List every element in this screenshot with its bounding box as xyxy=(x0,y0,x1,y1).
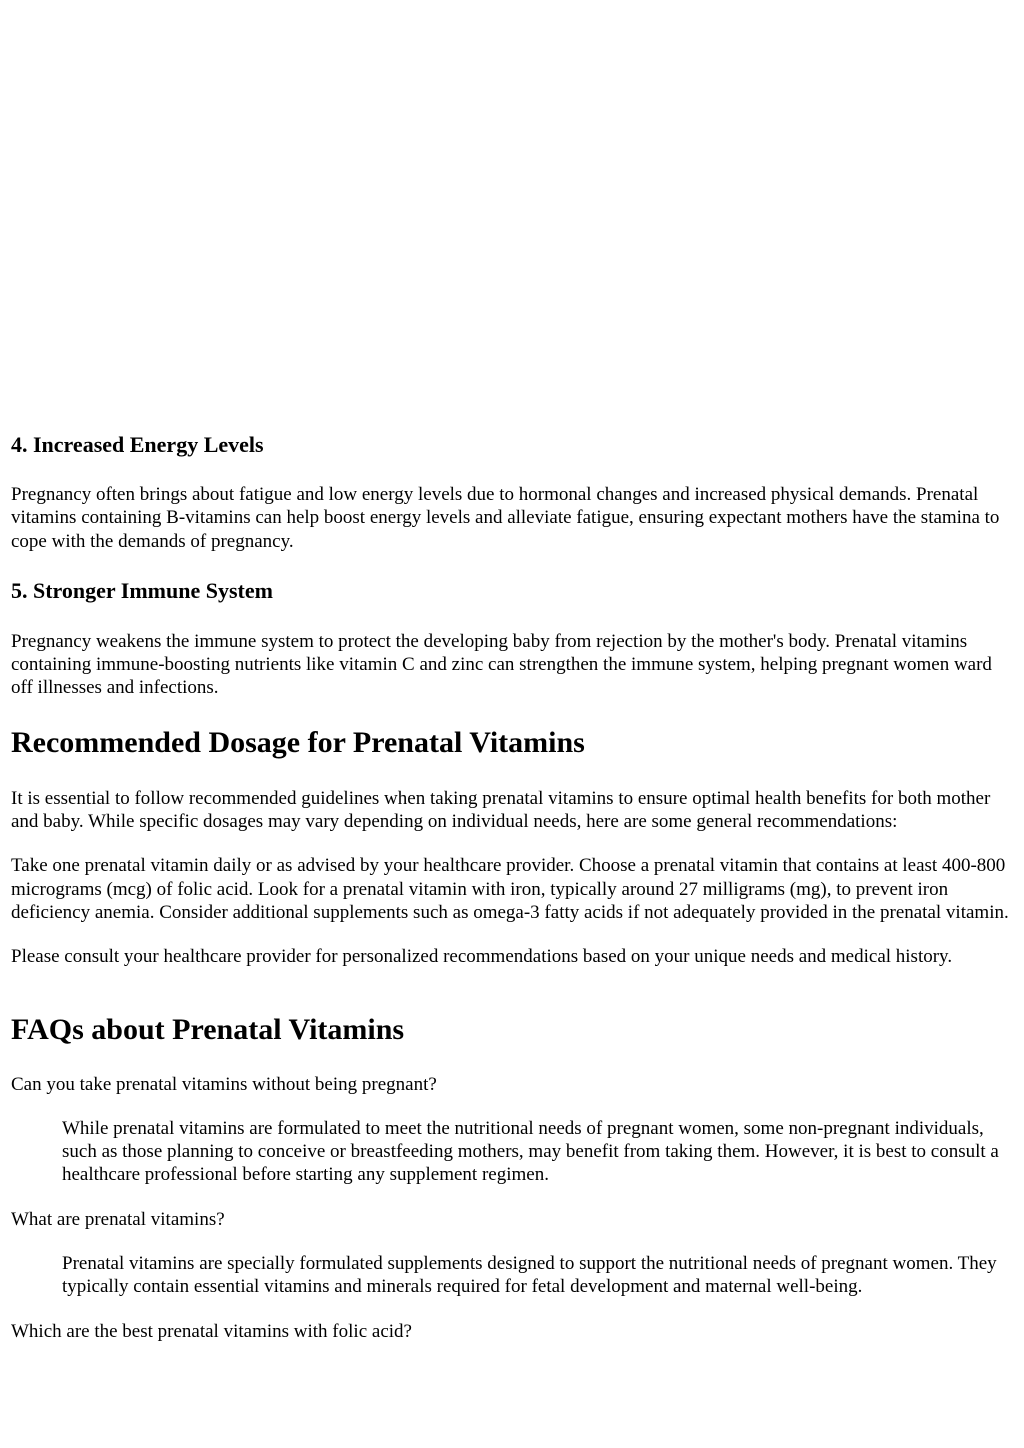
faq-question: What are prenatal vitamins? xyxy=(11,1208,225,1230)
dosage-paragraph-intro: It is essential to follow recommended guidelines when taking prenatal vitamins to ensure optimal health benefits for both mother and baby. While specific dosages may vary depending on individual needs, here are some general recommendations: xyxy=(11,787,991,833)
faq-answer: Prenatal vitamins are specially formulated supplements designed to support the nutritional needs of pregnant women. They typically contain essential vitamins and minerals required for fetal development and maternal well-being. xyxy=(62,1253,997,1298)
energy-heading: 4. Increased Energy Levels xyxy=(11,432,264,457)
energy-paragraph: Pregnancy often brings about fatigue and low energy levels due to hormonal changes and increased physical demands. Prenatal vitamins containing B-vitamins can help boost energy levels and alleviate fatigue, ensuring expectant mothers have the stamina to cope with the demands of pregnancy. xyxy=(11,484,1000,552)
faqs-heading: FAQs about Prenatal Vitamins xyxy=(11,1012,405,1046)
immune-heading: 5. Stronger Immune System xyxy=(11,577,273,603)
article-content xyxy=(11,430,1014,1343)
dosage-paragraph-consult: Please consult your healthcare provider for personalized recommendations based on your unique needs and medical history. xyxy=(11,946,953,968)
faq-question: Can you take prenatal vitamins without being pregnant? xyxy=(11,1073,437,1095)
dosage-heading: Recommended Dosage for Prenatal Vitamins xyxy=(11,725,585,759)
immune-paragraph: Pregnancy weakens the immune system to protect the developing baby from rejection by the mother's body. Prenatal vitamins containing immune-boosting nutrients like vitamin C and zinc can strengthen the immune system, helping pregnant women ward off illnesses and infections. xyxy=(11,630,992,699)
faq-list xyxy=(11,1073,1014,1343)
dosage-paragraph-guidelines: Take one prenatal vitamin daily or as advised by your healthcare provider. Choose a prenatal vitamin that contains at least 400-800 micrograms (mcg) of folic acid. Look for a prenatal vitamin with iron, typically around 27 milligrams (mg), to prevent iron deficiency anemia. Consider additional supplements such as omega-3 fatty acids if not adequately provided in the prenatal vitamin. xyxy=(11,855,1009,923)
faq-question: Which are the best prenatal vitamins with folic acid? xyxy=(11,1320,412,1342)
faq-answer: While prenatal vitamins are formulated to meet the nutritional needs of pregnant women, some non-pregnant individuals, such as those planning to conceive or breastfeeding mothers, may benefit from taking them. However, it is best to consult a healthcare professional before starting any supplement regimen. xyxy=(62,1117,999,1186)
